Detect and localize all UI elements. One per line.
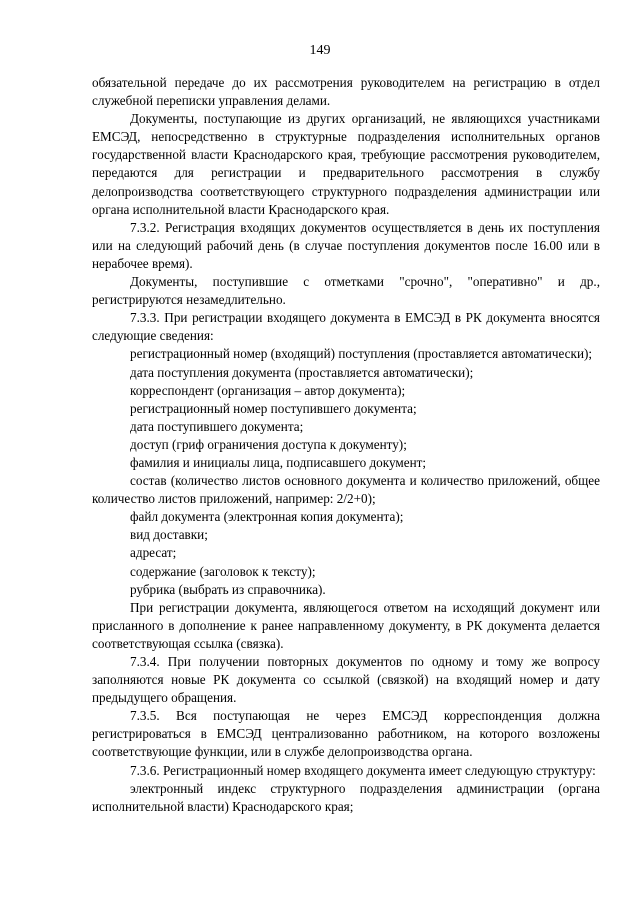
list-item: регистрационный номер поступившего документа;	[130, 400, 417, 416]
paragraph: обязательной передаче до их рассмотрения руководителем на регистрацию в отдел служебной переписки управления делами.	[92, 75, 600, 109]
paragraph: 7.3.6. Регистрационный номер входящего документа имеет следующую структуру:	[130, 762, 596, 778]
list-item: корреспондент (организация – автор документа);	[130, 382, 406, 398]
list-item: вид доставки;	[130, 527, 208, 543]
list-item: доступ (гриф ограничения доступа к документу);	[130, 436, 407, 452]
list-item: файл документа (электронная копия документа);	[130, 509, 404, 525]
list-item: дата поступившего документа;	[130, 418, 304, 434]
list-item: адресат;	[130, 545, 177, 561]
paragraph: При регистрации документа, являющегося ответом на исходящий документ или присланного в дополнение к ранее направленному документу, в РК документа делается соответствующая ссылка (связка).	[92, 599, 600, 651]
list-item: электронный индекс структурного подразделения администрации (органа исполнительной власти) Краснодарского края;	[92, 780, 600, 814]
paragraph: 7.3.3. При регистрации входящего документа в ЕМСЭД в РК документа вносятся следующие сведения:	[92, 310, 600, 344]
paragraph: 7.3.5. Вся поступающая не через ЕМСЭД корреспонденция должна регистрироваться в ЕМСЭД централизованно работником, на которого возложены соответствующие функции, или в службе делопроизводства органа.	[92, 708, 600, 760]
paragraph: Документы, поступающие из других организаций, не являющихся участниками ЕМСЭД, непосредственно в структурные подразделения исполнительных органов государственной власти Краснодарского края, требующие рассмотрения руководителем, передаются для регистрации и предварительного рассмотрения в службу делопроизводства соответствующего структурного подразделения администрации или органа исполнительной власти Краснодарского края.	[92, 111, 600, 217]
paragraph: Документы, поступившие с отметками "срочно", "оперативно" и др., регистрируются незамедлительно.	[92, 274, 600, 308]
list-item: фамилия и инициалы лица, подписавшего документ;	[130, 454, 427, 470]
list-item: дата поступления документа (проставляется автоматически);	[130, 364, 474, 380]
list-item: регистрационный номер (входящий) поступления (проставляется автоматически);	[130, 346, 593, 362]
list-item: состав (количество листов основного документа и количество приложений, общее количество листов приложений, например: 2/2+0);	[92, 473, 600, 507]
document-body	[92, 74, 600, 816]
list-item: рубрика (выбрать из справочника).	[130, 581, 326, 597]
paragraph: 7.3.2. Регистрация входящих документов осуществляется в день их поступления или на следующий рабочий день (в случае поступления документов после 16.00 или в нерабочее время).	[92, 219, 600, 271]
list-item: содержание (заголовок к тексту);	[130, 563, 316, 579]
paragraph: 7.3.4. При получении повторных документов по одному и тому же вопросу заполняются новые РК документа со ссылкой (связкой) на входящий номер и дату предыдущего обращения.	[92, 654, 600, 706]
page-number: 149	[309, 43, 331, 58]
